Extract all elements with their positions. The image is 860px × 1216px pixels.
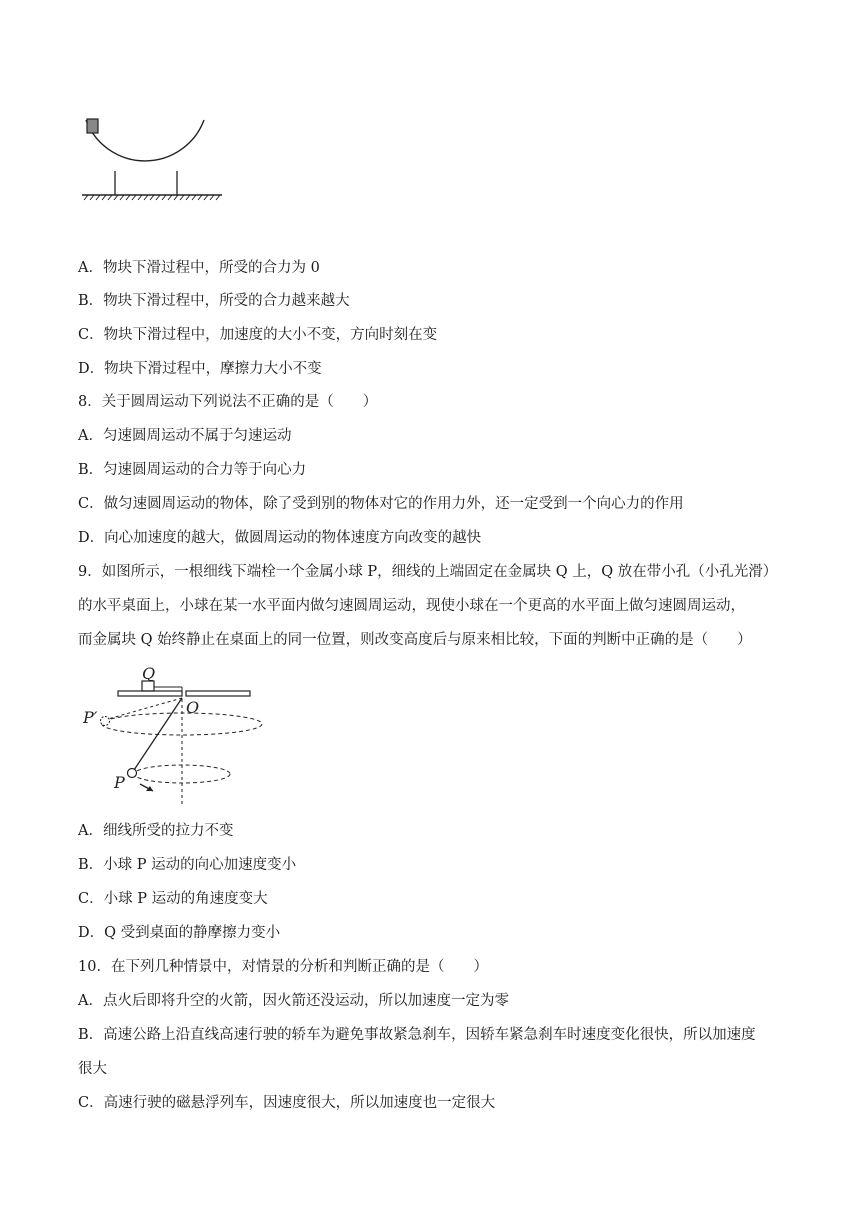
q7-option-a: A．物块下滑过程中，所受的合力为 0 <box>78 260 320 276</box>
q9-stem-line-3: 而金属块 Q 始终静止在桌面上的同一位置，则改变高度后与原来相比较，下面的判断中正确的是（ ） <box>78 632 752 648</box>
q10-option-b-continued: 很大 <box>78 1061 107 1077</box>
q10-option-b: B．高速公路上沿直线高速行驶的轿车为避免事故紧急刹车，因轿车紧急刹车时速度变化很快，所以加速度 <box>78 1027 756 1043</box>
q8-option-b: B．匀速圆周运动的合力等于向心力 <box>78 462 307 478</box>
label-p-prime: P′ <box>83 708 98 727</box>
q7-option-c: C．物块下滑过程中，加速度的大小不变，方向时刻在变 <box>78 327 438 343</box>
table-right <box>186 691 250 696</box>
q9-option-d: D．Q 受到桌面的静摩擦力变小 <box>78 925 281 941</box>
q8-option-c: C．做匀速圆周运动的物体，除了受到别的物体对它的作用力外，还一定受到一个向心力的作用 <box>78 496 684 512</box>
q10-option-a: A．点火后即将升空的火箭，因火箭还没运动，所以加速度一定为零 <box>78 993 509 1009</box>
q8-option-a: A．匀速圆周运动不属于匀速运动 <box>78 428 292 444</box>
q8-stem: 8．关于圆周运动下列说法不正确的是（ ） <box>78 394 378 410</box>
block <box>87 119 98 133</box>
ball-p-prime <box>101 717 110 726</box>
q7-option-d: D．物块下滑过程中，摩擦力大小不变 <box>78 361 322 377</box>
table-left <box>118 691 182 696</box>
q10-option-c: C．高速行驶的磁悬浮列车，因速度很大，所以加速度也一定很大 <box>78 1095 496 1111</box>
label-p: P <box>114 773 125 792</box>
bowl-figure <box>78 110 228 205</box>
q9-option-b: B．小球 P 运动的向心加速度变小 <box>78 857 297 873</box>
q7-option-b: B．物块下滑过程中，所受的合力越来越大 <box>78 293 350 309</box>
ball-p <box>128 769 137 778</box>
q9-stem-line-1: 9．如图所示，一根细线下端栓一个金属小球 P，细线的上端固定在金属块 Q 上，Q 放在带小孔（小孔光滑） <box>78 564 778 580</box>
q10-stem: 10．在下列几种情景中，对情景的分析和判断正确的是（ ） <box>78 959 488 975</box>
q9-option-c: C．小球 P 运动的角速度变大 <box>78 891 268 907</box>
conical-pendulum-figure <box>78 665 278 810</box>
q9-stem-line-2: 的水平桌面上，小球在某一水平面内做匀速圆周运动，现使小球在一个更高的水平面上做匀速圆周运动， <box>78 598 745 614</box>
label-o: O <box>186 698 200 717</box>
q8-option-d: D．向心加速度的越大，做圆周运动的物体速度方向改变的越快 <box>78 530 482 546</box>
label-q: Q <box>142 665 156 683</box>
q9-option-a: A．细线所受的拉力不变 <box>78 823 234 839</box>
